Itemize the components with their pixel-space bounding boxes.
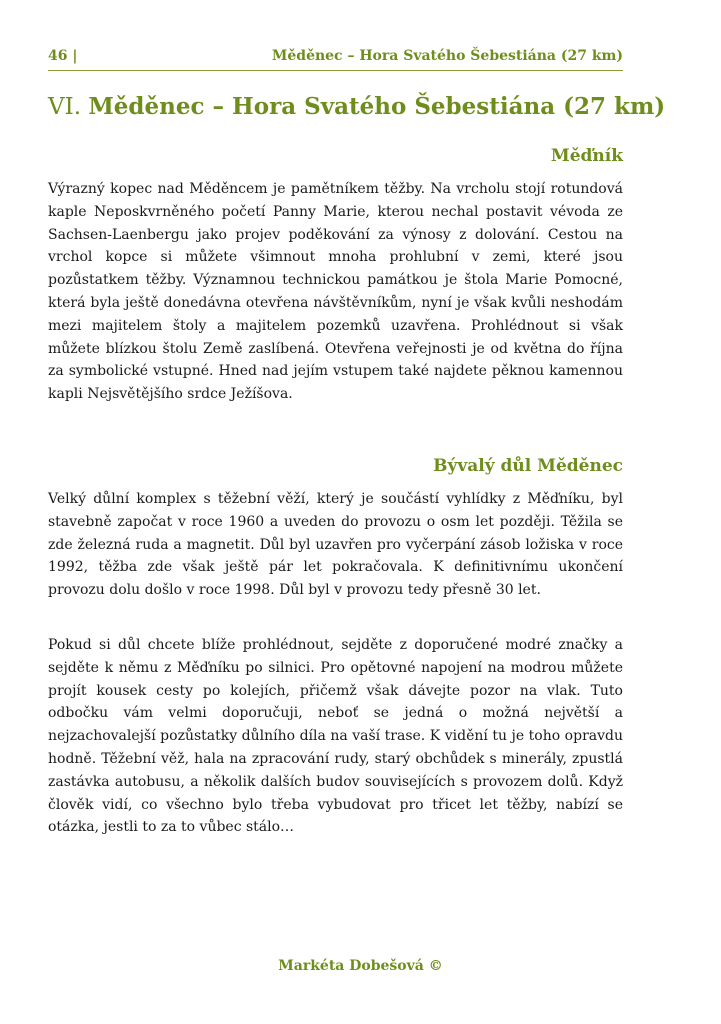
paragraph-dul-history: Velký důlní komplex s těžební věží, který je součástí vyhlídky z Měďníku, byl stavebně započat v roce 1960 a uveden do provozu o osm let později. Těžila se zde železná ruda a magnetit. Důl byl uzavřen pro vyčerpání zásob ložiska v roce 1992, těžba zde však ještě pár let pokračovala. K definitivnímu ukončení provozu dolu došlo v roce 1998. Důl byl v provozu tedy přesně 30 let. [48,491,623,599]
page-number: 46 | [48,48,78,64]
paragraph-mednik: Výrazný kopec nad Měděncem je pamětníkem těžby. Na vrcholu stojí rotundová kaple Neposkvrněného početí Panny Marie, kterou nechal postavit vévoda ze Sachsen-Laenbergu jako projev poděkování za výnosy z dolování. Cestou na vrchol kopce si můžete všimnout mnoha prohlubní v zemi, které jsou pozůstatkem těžby. Významnou technickou památkou je štola Marie Pomocné, která byla ještě donedávna otevřena návštěvníkům, nyní je však kvůli neshodám mezi majitelem štoly a majitelem pozemků uzavřena. Prohlédnout si však můžete blízkou štolu Země zaslíbená. Otevřena veřejnosti je od května do října za symbolické vstupné. Hned nad jejím vstupem také najdete pěknou kamennou kapli Nejsvětějšího srdce Ježíšova. [48,181,623,403]
section-heading-byvaly-dul: Bývalý důl Měděnec [433,456,623,476]
footer-author: Markéta Dobešová © [278,958,443,974]
section-heading-mednik: Měďník [550,146,623,166]
chapter-numeral: VI. [48,94,82,120]
page-header [48,48,623,71]
chapter-title-text: Měděnec – Hora Svatého Šebestiána (27 km) [88,93,666,120]
chapter-title [48,92,666,122]
paragraph-dul-visit: Pokud si důl chcete blíže prohlédnout, sejděte z doporučené modré značky a sejděte k němu z Měďníku po silnici. Pro opětovné napojení na modrou můžete projít kousek cesty po kolejích, přičemž však dávejte pozor na vlak. Tuto odbočku vám velmi doporučuji, neboť se jedná o možná největší a nejzachovalejší pozůstatky důlního díla na vaší trase. K vidění tu je toho opravdu hodně. Těžební věž, hala na zpracování rudy, starý obchůdek s minerály, zpustlá zastávka autobusu, a několik dalších budov souvisejících s provozem dolů. Když člověk vidí, co všechno bylo třeba vybudovat pro třicet let těžby, nabízí se otázka, jestli to za to vůbec stálo… [48,637,623,836]
running-title: Měděnec – Hora Svatého Šebestiána (27 km) [271,48,623,64]
